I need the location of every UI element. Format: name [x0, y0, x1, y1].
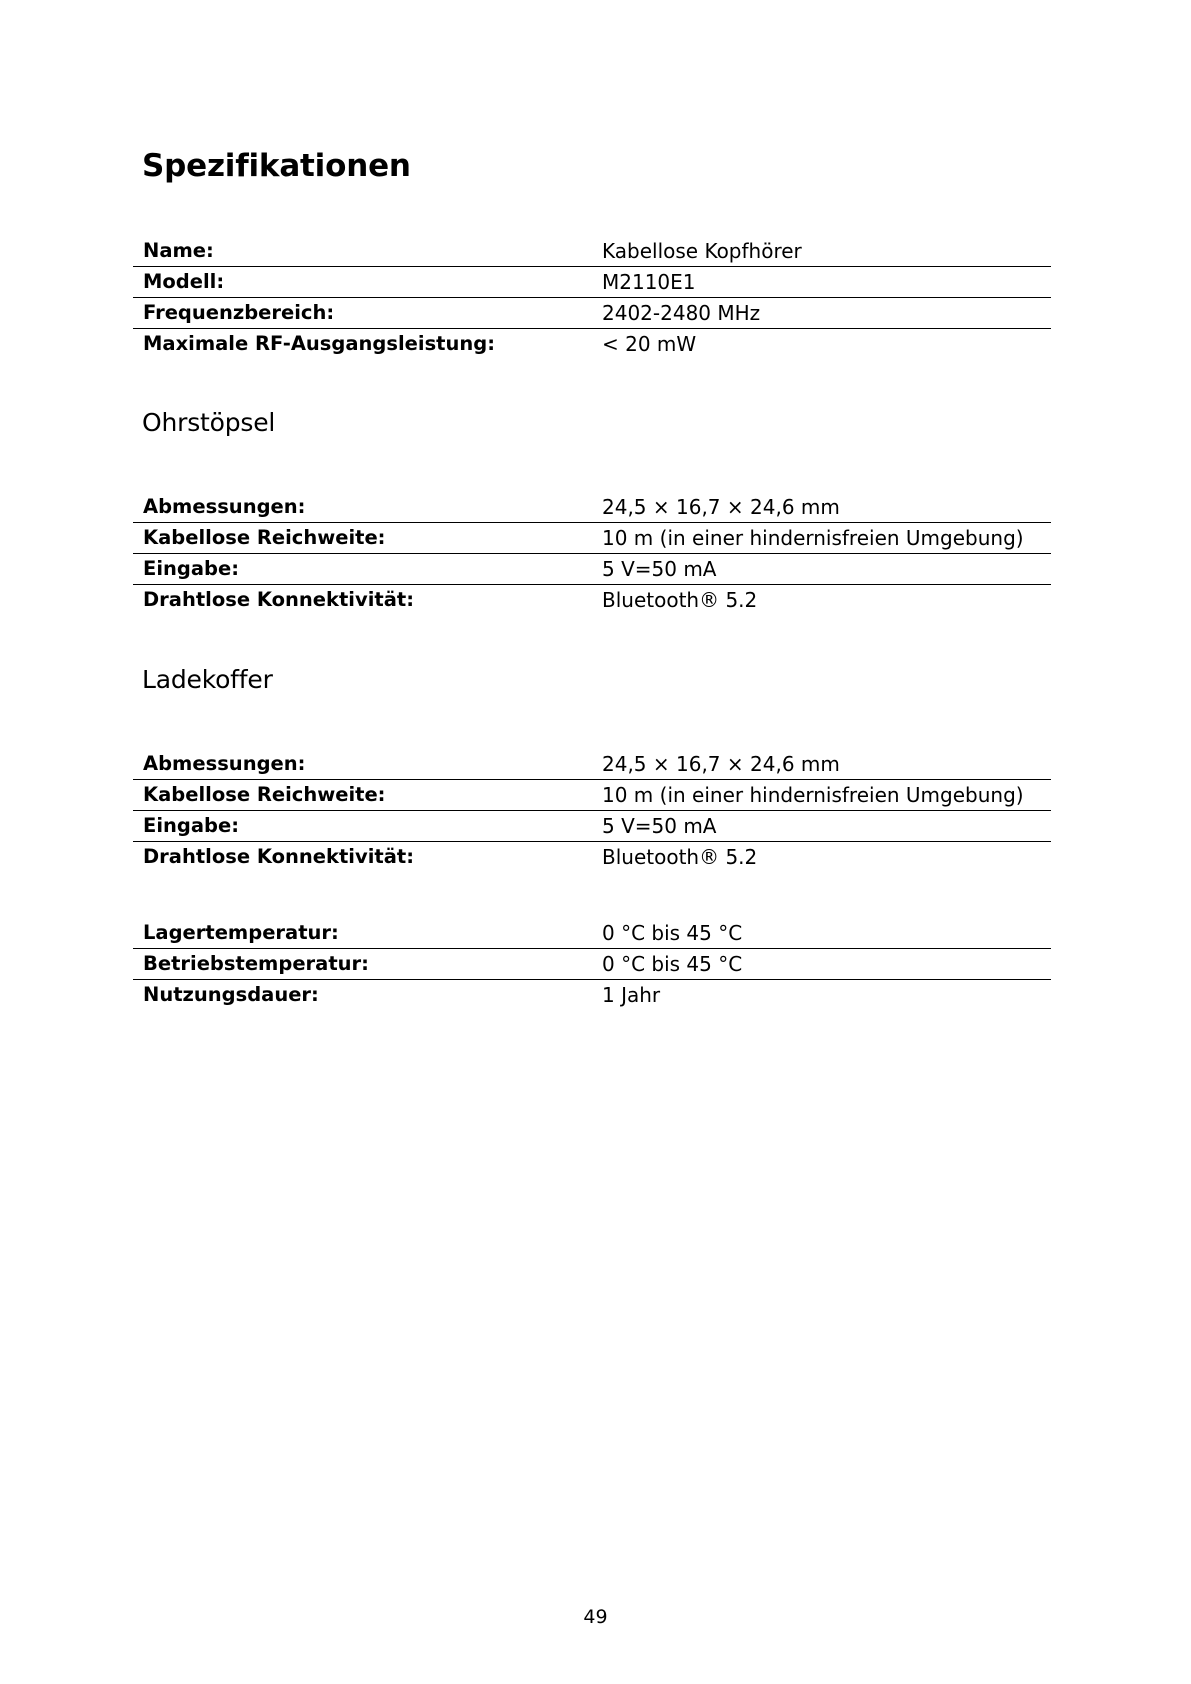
table-row	[133, 918, 1051, 949]
spec-value: 0 °C bis 45 °C	[602, 921, 743, 945]
table-row	[133, 236, 1051, 267]
spec-label: Lagertemperatur:	[143, 921, 339, 944]
spec-label: Frequenzbereich:	[143, 301, 335, 324]
table-row	[133, 980, 1051, 1011]
spec-value: M2110E1	[602, 270, 696, 294]
spec-label: Kabellose Reichweite:	[143, 783, 386, 806]
spec-value: 1 Jahr	[602, 983, 661, 1007]
spec-value: 24,5 × 16,7 × 24,6 mm	[602, 495, 840, 519]
table-row	[133, 811, 1051, 842]
earbuds-spec-table	[133, 492, 1051, 615]
spec-label: Drahtlose Konnektivität:	[143, 588, 414, 611]
table-row	[133, 585, 1051, 616]
spec-value: 0 °C bis 45 °C	[602, 952, 743, 976]
section-heading-earbuds: Ohrstöpsel	[142, 408, 276, 437]
section-heading-charging-case: Ladekoffer	[142, 665, 273, 694]
spec-value: 5 V=50 mA	[602, 557, 717, 581]
table-row	[133, 492, 1051, 523]
table-row	[133, 749, 1051, 780]
spec-label: Name:	[143, 239, 214, 262]
general-spec-table	[133, 236, 1051, 359]
spec-value: 10 m (in einer hindernisfreien Umgebung)	[602, 526, 1024, 550]
spec-label: Abmessungen:	[143, 752, 306, 775]
spec-value: Kabellose Kopfhörer	[602, 239, 802, 263]
table-row	[133, 554, 1051, 585]
spec-value: Bluetooth® 5.2	[602, 845, 758, 869]
spec-value: 2402-2480 MHz	[602, 301, 761, 325]
page-title: Spezifikationen	[142, 148, 411, 184]
spec-label: Kabellose Reichweite:	[143, 526, 386, 549]
spec-label: Nutzungsdauer:	[143, 983, 319, 1006]
table-row	[133, 329, 1051, 360]
environment-spec-table	[133, 918, 1051, 1010]
spec-label: Drahtlose Konnektivität:	[143, 845, 414, 868]
table-row	[133, 267, 1051, 298]
spec-value: Bluetooth® 5.2	[602, 588, 758, 612]
table-row	[133, 780, 1051, 811]
spec-label: Eingabe:	[143, 814, 239, 837]
table-row	[133, 298, 1051, 329]
table-row	[133, 842, 1051, 873]
spec-value: 5 V=50 mA	[602, 814, 717, 838]
charging-case-spec-table	[133, 749, 1051, 872]
table-row	[133, 523, 1051, 554]
spec-value: < 20 mW	[602, 332, 697, 356]
spec-label: Betriebstemperatur:	[143, 952, 369, 975]
spec-value: 10 m (in einer hindernisfreien Umgebung)	[602, 783, 1024, 807]
spec-label: Maximale RF-Ausgangsleistung:	[143, 332, 496, 355]
spec-label: Modell:	[143, 270, 225, 293]
spec-label: Abmessungen:	[143, 495, 306, 518]
table-row	[133, 949, 1051, 980]
spec-value: 24,5 × 16,7 × 24,6 mm	[602, 752, 840, 776]
spec-label: Eingabe:	[143, 557, 239, 580]
page-number: 49	[583, 1606, 608, 1628]
